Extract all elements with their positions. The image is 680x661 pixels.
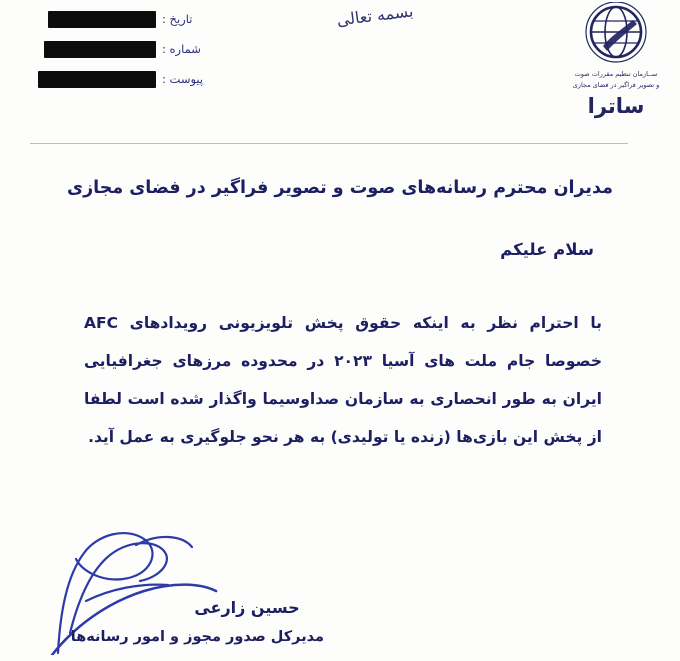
header-meta-block [8, 6, 208, 96]
meta-row-number [8, 36, 208, 62]
signer-name: حسین زارعی [194, 598, 300, 617]
header-divider [30, 143, 628, 144]
organization-name-line-2: و تصویر فراگیر در فضای مجازی [572, 81, 660, 90]
organization-wordmark: ساترا [587, 93, 645, 118]
letter-body [0, 178, 680, 457]
letter-header [0, 0, 680, 150]
basmala-text: بسمه تعالی [335, 1, 415, 30]
meta-row-date [8, 6, 208, 32]
redaction-bar-number [44, 41, 156, 58]
organization-name-line-1: ســازمان تنظیم مقررات صوت [574, 70, 658, 78]
meta-row-attachment [8, 66, 208, 92]
redaction-bar-date [48, 11, 156, 28]
redaction-bar-attachment [38, 71, 156, 88]
greeting-line: سلام علیکم [500, 240, 594, 259]
meta-label-date: تاریخ : [162, 12, 193, 26]
meta-label-attachment: پیوست : [162, 72, 204, 86]
signature-block [0, 505, 680, 661]
addressee-line: مدیران محترم رسانه‌های صوت و تصویر فراگیر در فضای مجازی [67, 178, 613, 198]
organization-logo-block [560, 2, 672, 118]
satra-globe-icon [583, 2, 649, 68]
signer-title: مدیرکل صدور مجوز و امور رسانه‌ها [70, 629, 324, 645]
body-paragraph: با احترام نظر به اینکه حقوق پخش تلویزیونی رویدادهای AFC خصوصا جام ملت های آسیا ۲۰۲۳ در محدوده مرزهای جغرافیایی ایران به طور انحصاری به سازمان صداوسیما واگذار شده است لطفا از پخش این بازی‌ها (زنده یا تولیدی) به هر نحو جلوگیری به عمل آید. [84, 314, 602, 446]
meta-label-number: شماره : [162, 42, 201, 56]
